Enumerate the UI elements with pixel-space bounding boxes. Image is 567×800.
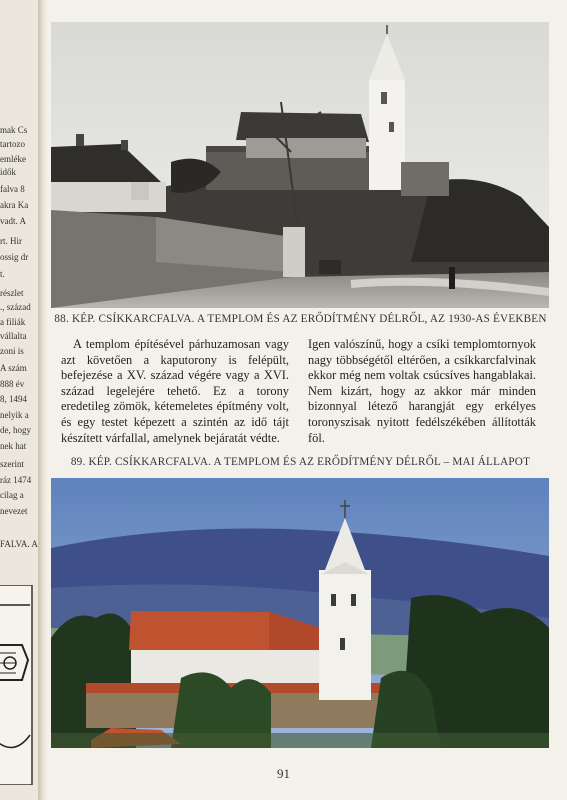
left-page-fragment: tartozo <box>0 139 25 149</box>
left-page-fragment: nevezet <box>0 506 28 516</box>
left-page-fragment: t. <box>0 269 5 279</box>
left-page-fragment: mak Cs <box>0 125 28 135</box>
body-text-left-column <box>61 337 289 446</box>
left-page-fragment: ráz 1474 <box>0 475 32 485</box>
left-page-fragment: nek hat <box>0 441 27 451</box>
left-page-fragment: nelyik a <box>0 410 29 420</box>
left-page-fragment: A szám <box>0 363 27 373</box>
left-page-fragment: szerint <box>0 459 24 469</box>
right-column-paragraph: Igen valószínű, hogy a csíki templomtornyok nagy többségétől eltérően, a csíkkarcfalvinak ekkor még nem voltak csúcsíves hangablakai. Nem kizárt, hogy az akkor már minden bizonnyal létező harangját egy erkélyes toronyszisak nyitott fedélszékében állították föl. <box>308 337 536 445</box>
left-page-fragment: vállalta <box>0 331 27 341</box>
left-page-fragment: falva 8 <box>0 184 25 194</box>
left-column-paragraph: A templom építésével párhuzamosan vagy azt követően a kaputorony is felépült, befejezése a XV. század végére vagy a XVI. század legelejére tehető. Ez a torony eredetileg zömök, kétemeletes építmény volt, és egy testet képezett a szintén az idő tájt készített várfallal, amelynek bejáratát védte. <box>61 337 289 445</box>
left-page-fragment: FALVA. A <box>0 539 38 549</box>
left-page-fragment: idők <box>0 167 17 177</box>
left-page-fragment: ossig dr <box>0 252 29 262</box>
left-page-fragment: vadt. A <box>0 216 26 226</box>
left-page-fragment: részlet <box>0 288 24 298</box>
photo-fig88-image <box>51 22 549 308</box>
left-page-fragment: ., század <box>0 302 31 312</box>
figure-89-caption: 89. KÉP. CSÍKKARCFALVA. A TEMPLOM ÉS AZ ERŐDÍTMÉNY DÉLRŐL – MAI ÁLLAPOT <box>70 456 531 468</box>
photo-fig88-1930s <box>51 22 549 308</box>
book-gutter-shadow <box>38 0 48 800</box>
left-page-fragment: de, hogy <box>0 425 31 435</box>
left-page-fragment: emléke <box>0 154 26 164</box>
body-text-right-column <box>308 337 536 446</box>
left-page-floor-plan-drawing <box>0 585 38 785</box>
left-page-fragment: rt. Hir <box>0 236 22 246</box>
photo-fig89-present-day <box>51 478 549 748</box>
page-number: 91 <box>277 766 290 781</box>
photo-fig89-image <box>51 478 549 748</box>
left-page-fragment: cilag a <box>0 490 24 500</box>
left-page-fragment: 888 év <box>0 379 25 389</box>
left-page-fragment: akra Ka <box>0 200 29 210</box>
left-page-fragment: 8, 1494 <box>0 394 27 404</box>
figure-88-caption: 88. KÉP. CSÍKKARCFALVA. A TEMPLOM ÉS AZ ERŐDÍTMÉNY DÉLRŐL, AZ 1930-AS ÉVEKBEN <box>54 313 547 325</box>
left-page-fragment: a filiák <box>0 317 26 327</box>
left-facing-page <box>0 0 41 800</box>
left-page-fragment: zoni is <box>0 346 24 356</box>
